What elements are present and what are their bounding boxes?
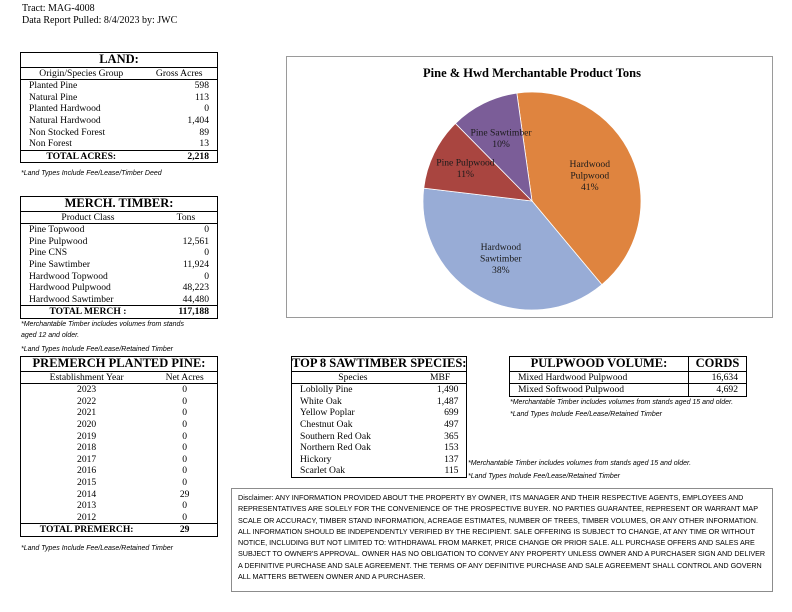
row-label: 2016: [77, 465, 97, 477]
row-value: 113: [194, 91, 209, 103]
merch-note-1: *Merchantable Timber includes volumes from stands: [21, 321, 184, 328]
table-row: [21, 236, 217, 248]
row-label: Hardwood Sawtimber: [29, 293, 114, 305]
row-label: Natural Pine: [29, 91, 78, 103]
row-value: 16,634: [711, 371, 738, 383]
land-table: [20, 52, 218, 163]
table-row: [21, 259, 217, 271]
row-label: 2017: [77, 453, 97, 465]
table-row: [292, 407, 466, 419]
row-value: 0: [204, 247, 209, 259]
row-label: Mixed Softwood Pulpwood: [510, 384, 688, 396]
row-value: 699: [444, 407, 459, 419]
row-label: Loblolly Pine: [300, 384, 353, 396]
report-pulled-info: Data Report Pulled: 8/4/2023 by: JWC: [22, 15, 178, 26]
row-label: White Oak: [300, 395, 342, 407]
row-label: 2019: [77, 430, 97, 442]
row-label: Natural Hardwood: [29, 114, 101, 126]
table-row: [21, 224, 217, 236]
row-value: 0: [182, 395, 188, 407]
pulpwood-note-2: *Land Types Include Fee/Lease/Retained Timber: [510, 411, 662, 418]
row-label: 2012: [77, 511, 97, 523]
land-title: LAND:: [21, 53, 217, 67]
row-value: 0: [182, 430, 188, 442]
table-row: [292, 465, 466, 477]
table-row: [21, 477, 217, 489]
premerch-total-value: 29: [152, 524, 217, 536]
row-value: 44,480: [182, 293, 209, 305]
row-value: 115: [444, 465, 459, 477]
row-value: 497: [444, 418, 459, 430]
pie-label: 41%: [580, 181, 599, 193]
row-value: 0: [182, 453, 188, 465]
row-label: Hardwood Pulpwood: [29, 282, 111, 294]
merch-note-2: aged 12 and older.: [21, 332, 80, 339]
table-row: [21, 489, 217, 501]
table-row: [21, 294, 217, 306]
land-col-acres: Gross Acres: [141, 67, 217, 80]
premerch-title: PREMERCH PLANTED PINE:: [21, 357, 217, 371]
row-label: Non Forest: [29, 138, 72, 150]
pie-label: Pine Pulpwood: [436, 157, 495, 169]
row-value: 0: [204, 103, 209, 115]
row-label: 2023: [77, 384, 97, 396]
land-note: *Land Types Include Fee/Lease/Timber Deed: [21, 170, 162, 177]
premerch-total-label: TOTAL PREMERCH:: [21, 524, 152, 536]
row-label: Yellow Poplar: [300, 407, 355, 419]
pie-label: 10%: [492, 139, 510, 151]
table-row: [21, 407, 217, 419]
row-label: Chestnut Oak: [300, 418, 353, 430]
pulpwood-unit: CORDS: [688, 357, 746, 371]
chart-title: Pine & Hwd Merchantable Product Tons: [423, 66, 641, 80]
land-total-label: TOTAL ACRES:: [21, 150, 141, 162]
row-label: Southern Red Oak: [300, 430, 371, 442]
table-row: [21, 465, 217, 477]
table-row: [21, 500, 217, 512]
merch-total-value: 117,188: [155, 306, 217, 318]
table-row: [21, 80, 217, 92]
row-label: Pine Sawtimber: [29, 258, 91, 270]
row-label: 2014: [77, 488, 97, 500]
row-value: 11,924: [182, 258, 209, 270]
table-row: [21, 442, 217, 454]
pie-label: Hardwood: [569, 158, 611, 170]
total-row: [21, 306, 217, 318]
table-row: [21, 127, 217, 139]
table-row: [21, 115, 217, 127]
premerch-col-year: Establishment Year: [21, 371, 152, 384]
table-row: [21, 271, 217, 283]
land-total-value: 2,218: [141, 150, 217, 162]
total-row: [21, 150, 217, 162]
merch-total-label: TOTAL MERCH :: [21, 306, 155, 318]
row-value: 12,561: [182, 235, 209, 247]
table-row: [21, 396, 217, 408]
table-row: [21, 247, 217, 259]
row-label: Planted Pine: [29, 80, 78, 92]
table-row: [292, 384, 466, 396]
row-label: 2018: [77, 442, 97, 454]
table-row: [292, 396, 466, 408]
row-value: 48,223: [182, 282, 209, 294]
row-label: Hickory: [300, 453, 332, 465]
row-label: 2013: [77, 500, 97, 512]
row-label: 2022: [77, 395, 97, 407]
table-row: [21, 419, 217, 431]
row-value: 0: [182, 500, 188, 512]
row-label: Hardwood Topwood: [29, 270, 108, 282]
table-row: [21, 138, 217, 150]
row-label: Planted Hardwood: [29, 103, 101, 115]
row-value: 0: [182, 407, 188, 419]
row-label: Scarlet Oak: [300, 465, 346, 477]
pie-label: Pulpwood: [570, 170, 610, 182]
premerch-table: [20, 356, 218, 537]
pie-chart-frame: [286, 56, 773, 318]
premerch-col-acres: Net Acres: [152, 371, 217, 384]
total-row: [21, 524, 217, 536]
table-row: [21, 384, 217, 396]
pulpwood-volume-table: [509, 356, 747, 397]
top8-note-1: *Merchantable Timber includes volumes from stands aged 15 and older.: [468, 460, 692, 467]
row-value: 0: [182, 476, 188, 488]
row-value: 0: [204, 270, 209, 282]
premerch-note: *Land Types Include Fee/Lease/Retained Timber: [21, 545, 173, 552]
top8-col-mbf: MBF: [414, 371, 467, 384]
row-value: 0: [182, 465, 188, 477]
table-row: [292, 442, 466, 454]
row-value: 153: [444, 442, 459, 454]
row-value: 0: [182, 384, 188, 396]
table-row: [292, 454, 466, 466]
pulpwood-title: PULPWOOD VOLUME:: [510, 357, 688, 371]
tract-id: Tract: MAG-4008: [22, 3, 95, 14]
land-col-origin: Origin/Species Group: [21, 67, 141, 80]
table-row: [21, 512, 217, 524]
table-row: [510, 371, 746, 384]
row-value: 89: [199, 126, 209, 138]
row-label: Pine Pulpwood: [29, 235, 88, 247]
table-row: [292, 431, 466, 443]
pulpwood-note-1: *Merchantable Timber includes volumes from stands aged 15 and older.: [510, 399, 734, 406]
pie-label: Hardwood: [480, 241, 522, 253]
row-value: 0: [182, 442, 188, 454]
row-value: 13: [199, 138, 209, 150]
merch-col-product: Product Class: [21, 211, 155, 224]
pie-label: 11%: [456, 169, 475, 181]
table-row: [21, 282, 217, 294]
table-row: [21, 454, 217, 466]
row-label: 2021: [77, 407, 97, 419]
row-label: Northern Red Oak: [300, 442, 371, 454]
row-value: 1,490: [436, 384, 459, 396]
row-value: 4,692: [716, 384, 738, 396]
row-value: 0: [182, 511, 188, 523]
row-value: 29: [179, 488, 190, 500]
row-value: 0: [182, 418, 188, 430]
top8-sawtimber-table: [291, 356, 467, 478]
merch-note-3: *Land Types Include Fee/Lease/Retained Timber: [21, 346, 173, 353]
top8-title: TOP 8 SAWTIMBER SPECIES:: [292, 356, 467, 370]
disclaimer-box: Disclaimer: ANY INFORMATION PROVIDED ABOUT THE PROPERTY BY OWNER, ITS MANAGER AND THEIR RESPECTIVE AGENTS, EMPLOYEES AND REPRESENTATIVES ARE SOLELY FOR THE CONVENIENCE OF THE PROSPECTIVE BUYER. NO PARTIES GUARANTEE, REPRESENT OR WARRANT MAP SCALE OR ACCURACY, TIMBER STAND INFORMATION, ACREAGE ESTIMATES, NUMBER OF TREES, TIMBER VOLUMES, OR ANY OTHER INFORMATION. ALL INFORMATION SHOULD BE INDEPENDENTLY VERIFIED BY THE RECIPIENT. SALE OFFERING IS SUBJECT TO CHANGE, AT ANY TIME OR WITHOUT NOTICE, INCLUDING BUT NOT LIMITED TO: WITHDRAWAL FROM MARKET, PRICE CHANGE OR PRIOR SALE. ALL PURCHASE OFFERS AND SALES ARE SUBJECT TO OWNER'S APPROVAL. OWNER HAS NO OBLIGATION TO CONVEY ANY PROPERTY UNLESS OWNER AND A PURCHASER SIGN AND DELIVER A DEFINITIVE PURCHASE AND SALE AGREEMENT. THE TERMS OF ANY DEFINITIVE PURCHASE AND SALE AGREEMENT SHALL CONTROL AND GOVERN ALL MATTERS BETWEEN OWNER AND A PURCHASER.: [231, 488, 773, 592]
row-label: Pine Topwood: [29, 224, 85, 236]
row-value: 365: [444, 430, 459, 442]
merch-timber-table: [20, 196, 218, 319]
row-label: Non Stocked Forest: [29, 126, 106, 138]
row-label: Mixed Hardwood Pulpwood: [510, 371, 688, 384]
table-row: [292, 419, 466, 431]
pie-label: 38%: [492, 264, 510, 276]
row-value: 0: [204, 224, 209, 236]
row-value: 137: [444, 453, 459, 465]
row-value: 1,487: [436, 395, 459, 407]
row-label: 2020: [77, 418, 97, 430]
pie-label: Sawtimber: [480, 253, 522, 265]
table-row: [510, 384, 746, 396]
row-value: 1,404: [187, 114, 209, 126]
merch-col-tons: Tons: [155, 211, 217, 224]
merch-title: MERCH. TIMBER:: [21, 197, 217, 211]
pie-chart: [287, 57, 772, 317]
row-label: Pine CNS: [29, 247, 68, 259]
top8-col-species: Species: [292, 371, 414, 384]
top8-note-2: *Land Types Include Fee/Lease/Retained Timber: [468, 473, 620, 480]
table-row: [21, 103, 217, 115]
table-row: [21, 431, 217, 443]
row-value: 598: [194, 80, 209, 92]
table-row: [21, 92, 217, 104]
pie-label: Pine Sawtimber: [470, 127, 532, 139]
row-label: 2015: [77, 476, 97, 488]
